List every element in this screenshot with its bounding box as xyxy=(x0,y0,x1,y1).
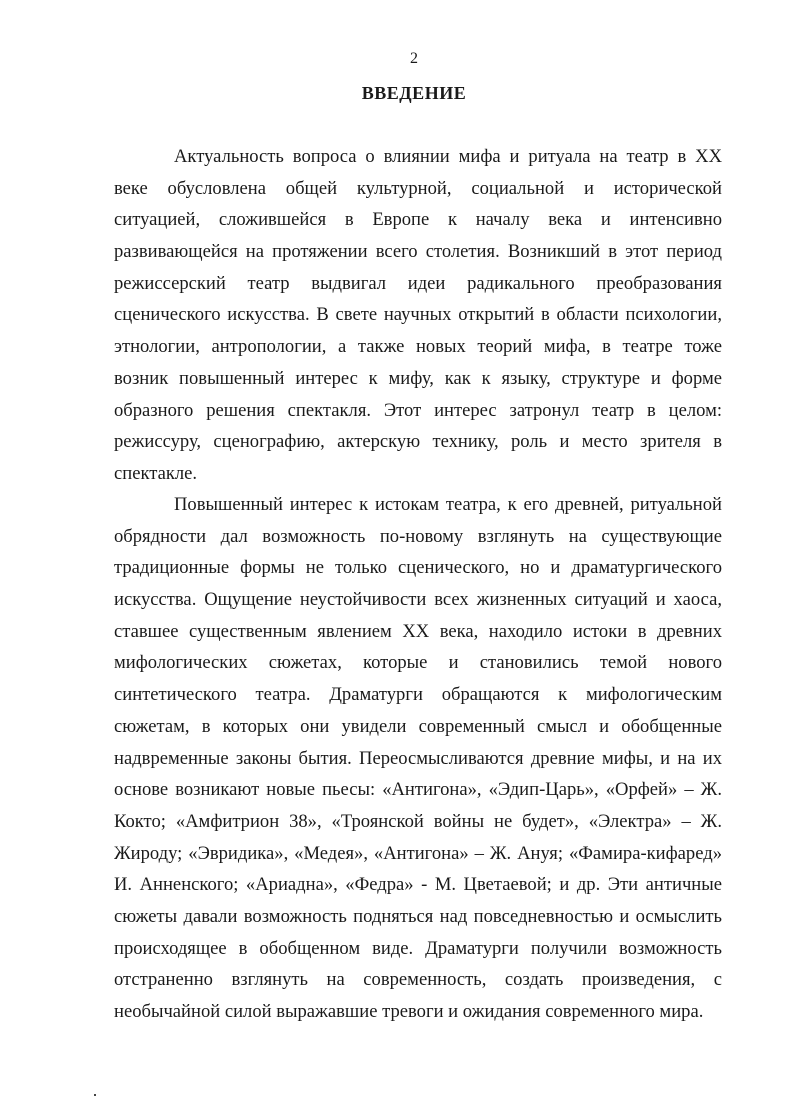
text-line: традиционные формы не только сценического, но и драматургического xyxy=(114,557,722,579)
paragraph-2 xyxy=(114,489,722,1028)
text-line: Актуальность вопроса о влиянии мифа и ритуала на театр в XX xyxy=(174,146,722,167)
text-line: мифологических сюжетах, которые и становились темой нового xyxy=(114,652,722,674)
text-line: искусства. Ощущение неустойчивости всех жизненных ситуаций и хаоса, xyxy=(114,589,722,611)
text-line: Кокто; «Амфитрион 38», «Троянской войны не будет», «Электра» – Ж. xyxy=(114,810,722,832)
text-line: Жироду; «Эвридика», «Медея», «Антигона» – Ж. Ануя; «Фамира-кифаред» xyxy=(114,842,722,864)
text-line: происходящее в обобщенном виде. Драматурги получили возможность xyxy=(114,937,722,959)
text-line: веке обусловлена общей культурной, социальной и исторической xyxy=(114,177,722,199)
text-line: надвременные законы бытия. Переосмысливаются древние мифы, и на их xyxy=(114,747,722,769)
text-line: Повышенный интерес к истокам театра, к его древней, ритуальной xyxy=(174,494,722,515)
text-line: отстраненно взглянуть на современность, создать произведения, с xyxy=(114,969,722,991)
paragraph-1 xyxy=(114,141,722,490)
text-line: сюжеты давали возможность подняться над повседневностью и осмыслить xyxy=(114,905,722,927)
text-line: этнологии, антропологии, а также новых теорий мифа, в театре тоже xyxy=(114,336,722,358)
text-line: необычайной силой выражавшие тревоги и ожидания современного мира. xyxy=(114,1001,704,1022)
section-heading: ВВЕДЕНИЕ xyxy=(361,83,467,103)
text-line: спектакле. xyxy=(114,462,198,484)
text-line: развивающейся на протяжении всего столетия. Возникший в этот период xyxy=(114,241,722,263)
page-number: 2 xyxy=(410,50,418,67)
text-line: синтетического театра. Драматурги обращаются к мифологическим xyxy=(114,684,722,706)
text-line: режиссуру, сценографию, актерскую технику, роль и место зрителя в xyxy=(114,431,722,453)
text-line: обрядности дал возможность по-новому взглянуть на существующие xyxy=(114,525,722,547)
text-line: основе возникают новые пьесы: «Антигона», «Эдип-Царь», «Орфей» – Ж. xyxy=(114,779,722,801)
text-line: возник повышенный интерес к мифу, как к языку, структуре и форме xyxy=(114,367,722,389)
text-line: ситуацией, сложившейся в Европе к началу века и интенсивно xyxy=(114,209,722,231)
scan-artifact xyxy=(94,1094,96,1096)
text-line: И. Анненского; «Ариадна», «Федра» - М. Цветаевой; и др. Эти античные xyxy=(114,874,722,896)
text-line: режиссерский театр выдвигал идеи радикального преобразования xyxy=(114,272,722,294)
text-line: сценического искусства. В свете научных открытий в области психологии, xyxy=(114,304,722,326)
text-line: ставшее существенным явлением XX века, находило истоки в древних xyxy=(114,620,722,642)
text-line: образного решения спектакля. Этот интерес затронул театр в целом: xyxy=(114,399,722,421)
text-line: сюжетам, в которых они увидели современный смысл и обобщенные xyxy=(114,715,722,737)
